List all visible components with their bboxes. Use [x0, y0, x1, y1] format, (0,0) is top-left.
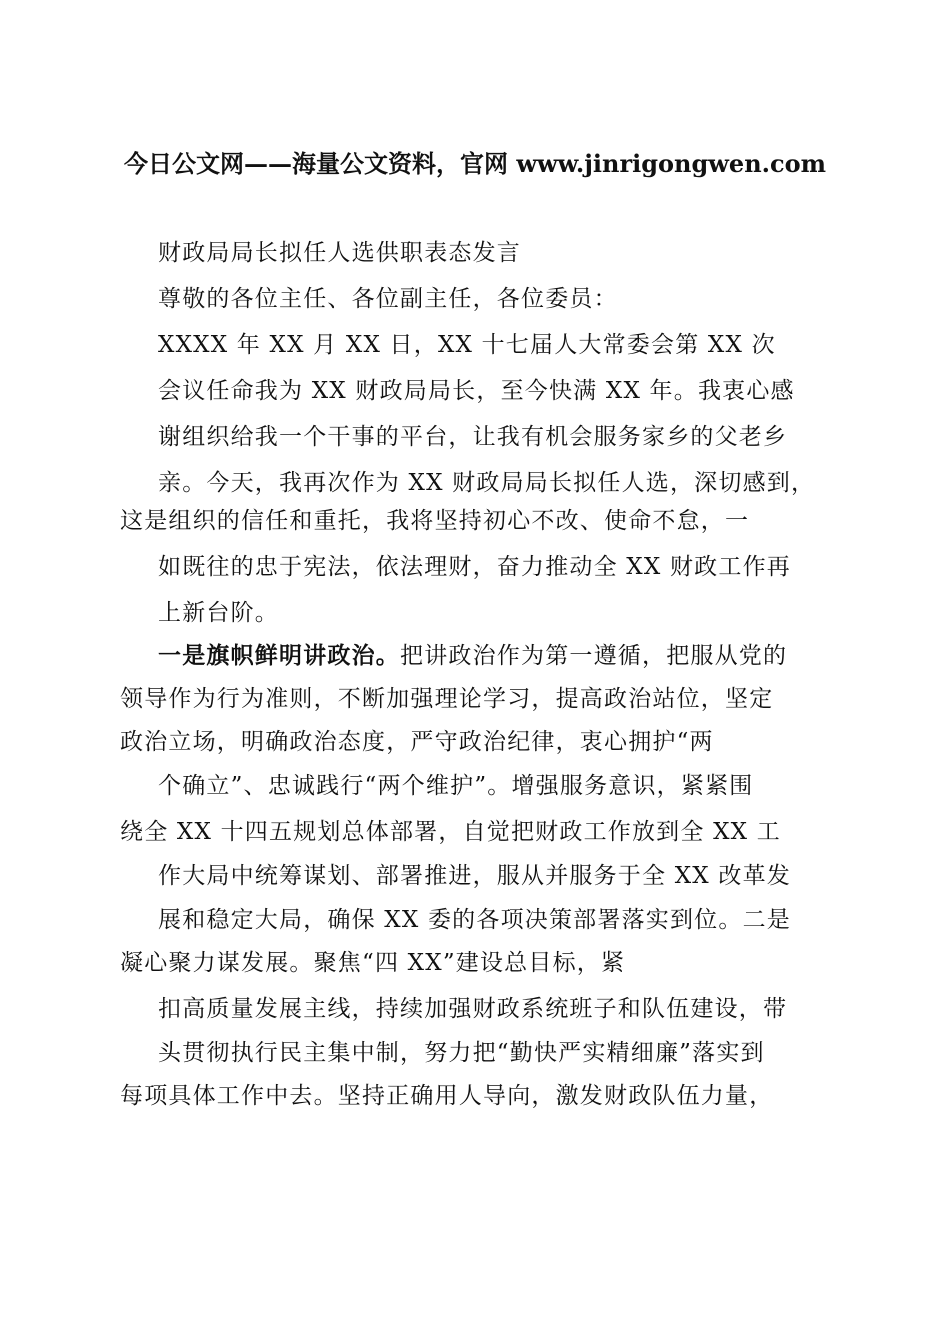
- paragraph-line: 扣高质量发展主线，持续加强财政系统班子和队伍建设，带: [158, 996, 788, 1022]
- paragraph-line: 上新台阶。: [158, 600, 279, 626]
- paragraph-line: 作大局中统筹谋划、部署推进，服从并服务于全 XX 改革发: [158, 863, 791, 889]
- paragraph-line: XXXX 年 XX 月 XX 日，XX 十七届人大常委会第 XX 次: [158, 332, 776, 358]
- document-heading: 财政局局长拟任人选供职表态发言: [158, 240, 521, 266]
- paragraph-line-section1: [158, 636, 787, 676]
- paragraph-line: 个确立”、忠诚践行“两个维护”。增强服务意识，紧紧围: [158, 773, 754, 799]
- paragraph-line: 这是组织的信任和重托，我将坚持初心不改、使命不怠，一: [120, 508, 750, 534]
- paragraph-line: 展和稳定大局，确保 XX 委的各项决策部署落实到位。二是: [158, 907, 791, 933]
- paragraph-line: 会议任命我为 XX 财政局局长，至今快满 XX 年。我衷心感: [158, 378, 795, 404]
- paragraph-line: 政治立场，明确政治态度，严守政治纪律，衷心拥护“两: [120, 729, 714, 755]
- paragraph-line: 头贯彻执行民主集中制，努力把“勤快严实精细廉”落实到: [158, 1040, 765, 1066]
- salutation: 尊敬的各位主任、各位副主任，各位委员：: [158, 286, 618, 312]
- paragraph-line: 谢组织给我一个干事的平台，让我有机会服务家乡的父老乡: [158, 424, 788, 450]
- paragraph-line: 绕全 XX 十四五规划总体部署，自觉把财政工作放到全 XX 工: [120, 819, 781, 845]
- paragraph-line: 每项具体工作中去。坚持正确用人导向，激发财政队伍力量，: [120, 1083, 774, 1109]
- paragraph-line: 凝心聚力谋发展。聚焦“四 XX”建设总目标，紧: [120, 950, 626, 976]
- paragraph-line: 亲。今天，我再次作为 XX 财政局局长拟任人选，深切感到，: [158, 470, 816, 496]
- paragraph-line: 领导作为行为准则，不断加强理论学习，提高政治站位，坚定: [120, 686, 774, 712]
- page-header-banner: 今日公文网——海量公文资料，官网 www.jinrigongwen.com: [123, 149, 827, 178]
- paragraph-line: 如既往的忠于宪法，依法理财，奋力推动全 XX 财政工作再: [158, 554, 791, 580]
- section-text: 把讲政治作为第一遵循，把服从党的: [400, 643, 788, 669]
- section-lead: 一是旗帜鲜明讲政治。: [158, 642, 400, 669]
